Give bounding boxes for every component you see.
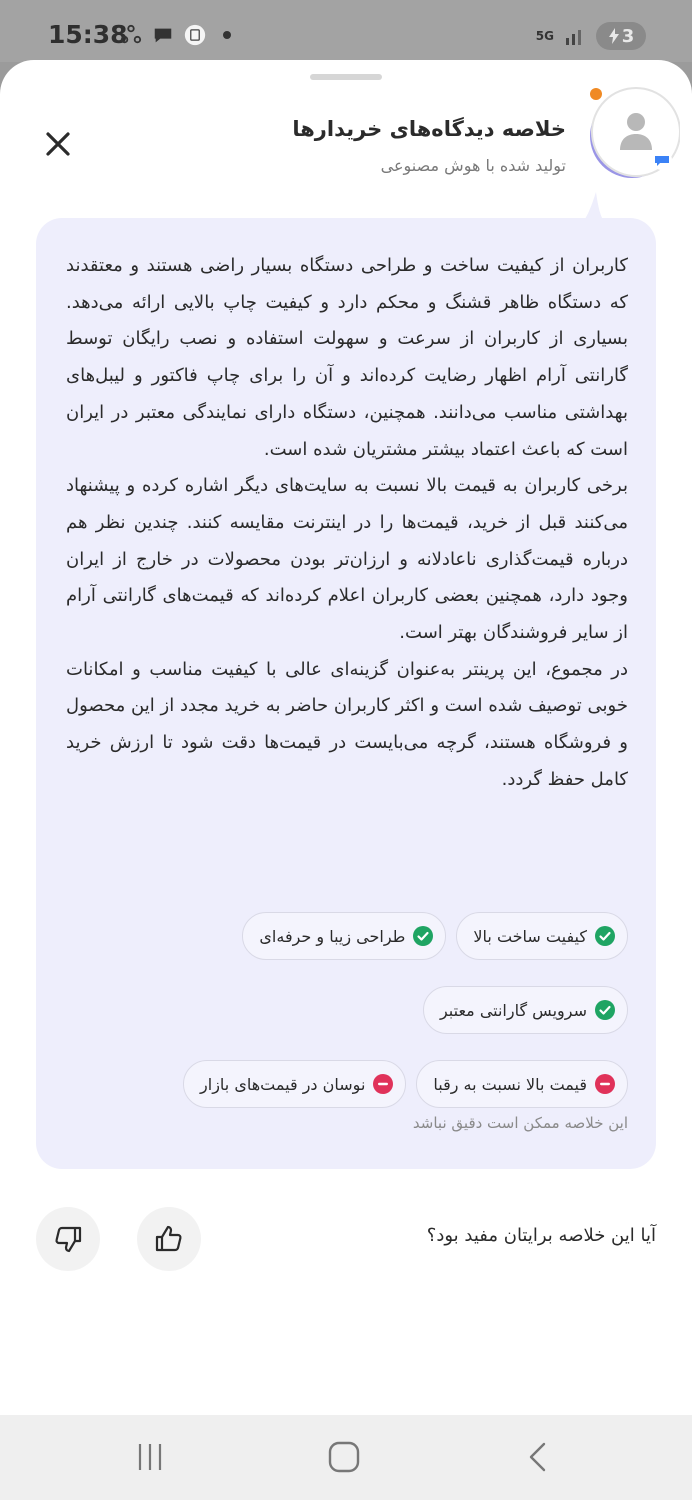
navigation-bar bbox=[0, 1415, 692, 1500]
status-time: 15:38 bbox=[48, 20, 128, 49]
check-circle-icon bbox=[595, 926, 615, 946]
signal-icon bbox=[564, 25, 586, 47]
tag-label: کیفیت ساخت بالا bbox=[473, 926, 587, 946]
sync-icon bbox=[120, 24, 142, 46]
summary-text bbox=[66, 248, 628, 799]
recent-apps-button[interactable] bbox=[130, 1437, 170, 1477]
home-icon bbox=[327, 1440, 361, 1474]
battery-icon bbox=[596, 22, 646, 50]
summary-card bbox=[36, 218, 656, 1169]
thumbs-down-icon bbox=[52, 1223, 84, 1255]
back-button[interactable] bbox=[518, 1437, 558, 1477]
page-title: خلاصه دیدگاه‌های خریدارها bbox=[292, 117, 566, 141]
positive-tag bbox=[456, 912, 628, 960]
tag-list bbox=[64, 912, 628, 1108]
thumbs-down-button[interactable] bbox=[36, 1207, 100, 1271]
close-icon bbox=[44, 130, 72, 158]
home-button[interactable] bbox=[324, 1437, 364, 1477]
summary-paragraph: برخی کاربران به قیمت بالا نسبت به سایت‌های دیگر اشاره کرده و پیشنهاد می‌کنند قبل از خرید، قیمت‌ها را در اینترنت مقایسه کنند. چندین نظر هم درباره قیمت‌گذاری ناعادلانه و ارزان‌تر بودن محصولات در خارج از ایران وجود دارد، همچنین بعضی کاربران اعلام کرده‌اند که قیمت‌های گارانتی آرام از سایر فروشندگان بهتر است. bbox=[66, 475, 628, 644]
check-circle-icon bbox=[595, 1000, 615, 1020]
disclaimer-text: این خلاصه ممکن است دقیق نباشد bbox=[412, 1114, 628, 1132]
check-circle-icon bbox=[413, 926, 433, 946]
dot-icon bbox=[216, 24, 238, 46]
avatar bbox=[584, 84, 680, 180]
minus-circle-icon bbox=[373, 1074, 393, 1094]
status-notification-icons bbox=[120, 24, 238, 46]
status-bar bbox=[0, 0, 692, 62]
chat-bubble-icon bbox=[152, 24, 174, 46]
summary-paragraph: در مجموع، این پرینتر به‌عنوان گزینه‌ای عالی با کیفیت مناسب و امکانات خوبی توصیف شده است و اکثر کاربران حاضر به خرید مجدد از این محصول و فروشگاه هستند، گرچه می‌بایست در قیمت‌ها دقت شود تا ارزش خرید کامل حفظ گردد. bbox=[66, 658, 628, 790]
drag-handle[interactable] bbox=[310, 74, 382, 80]
battery-level: 3 bbox=[621, 25, 635, 47]
bottom-sheet bbox=[0, 60, 692, 1415]
minus-circle-icon bbox=[595, 1074, 615, 1094]
tag-label: نوسان در قیمت‌های بازار bbox=[200, 1074, 366, 1094]
tag-label: طراحی زیبا و حرفه‌ای bbox=[259, 926, 406, 946]
network-type: 5G bbox=[535, 29, 554, 43]
negative-tag bbox=[183, 1060, 406, 1108]
positive-tag bbox=[242, 912, 446, 960]
page-subtitle: تولید شده با هوش مصنوعی bbox=[380, 156, 566, 175]
positive-tag bbox=[423, 986, 628, 1034]
thumbs-up-button[interactable] bbox=[137, 1207, 201, 1271]
back-icon bbox=[522, 1441, 554, 1473]
recent-apps-icon bbox=[134, 1441, 166, 1473]
feedback-question: آیا این خلاصه برایتان مفید بود؟ bbox=[426, 1225, 656, 1246]
tag-label: سرویس گارانتی معتبر bbox=[439, 1000, 587, 1020]
app-notification-icon bbox=[184, 24, 206, 46]
close-button[interactable] bbox=[38, 124, 78, 164]
negative-tag bbox=[416, 1060, 628, 1108]
thumbs-up-icon bbox=[153, 1223, 185, 1255]
status-system-icons bbox=[536, 22, 646, 50]
tag-label: قیمت بالا نسبت به رقبا bbox=[433, 1074, 587, 1094]
summary-paragraph: کاربران از کیفیت ساخت و طراحی دستگاه بسیار راضی هستند و معتقدند که دستگاه ظاهر قشنگ و محکم دارد و کیفیت چاپ بالایی ارائه می‌دهد. بسیاری از کاربران از سرعت و سهولت استفاده و نصب رایگان توسط گارانتی آرام اظهار رضایت کرده‌اند و آن را برای چاپ فاکتور و لیبل‌های بهداشتی مناسب می‌دانند. همچنین، دستگاه دارای نمایندگی معتبر در ایران است که باعث اعتماد بیشتر مشتریان شده است. bbox=[66, 255, 628, 460]
